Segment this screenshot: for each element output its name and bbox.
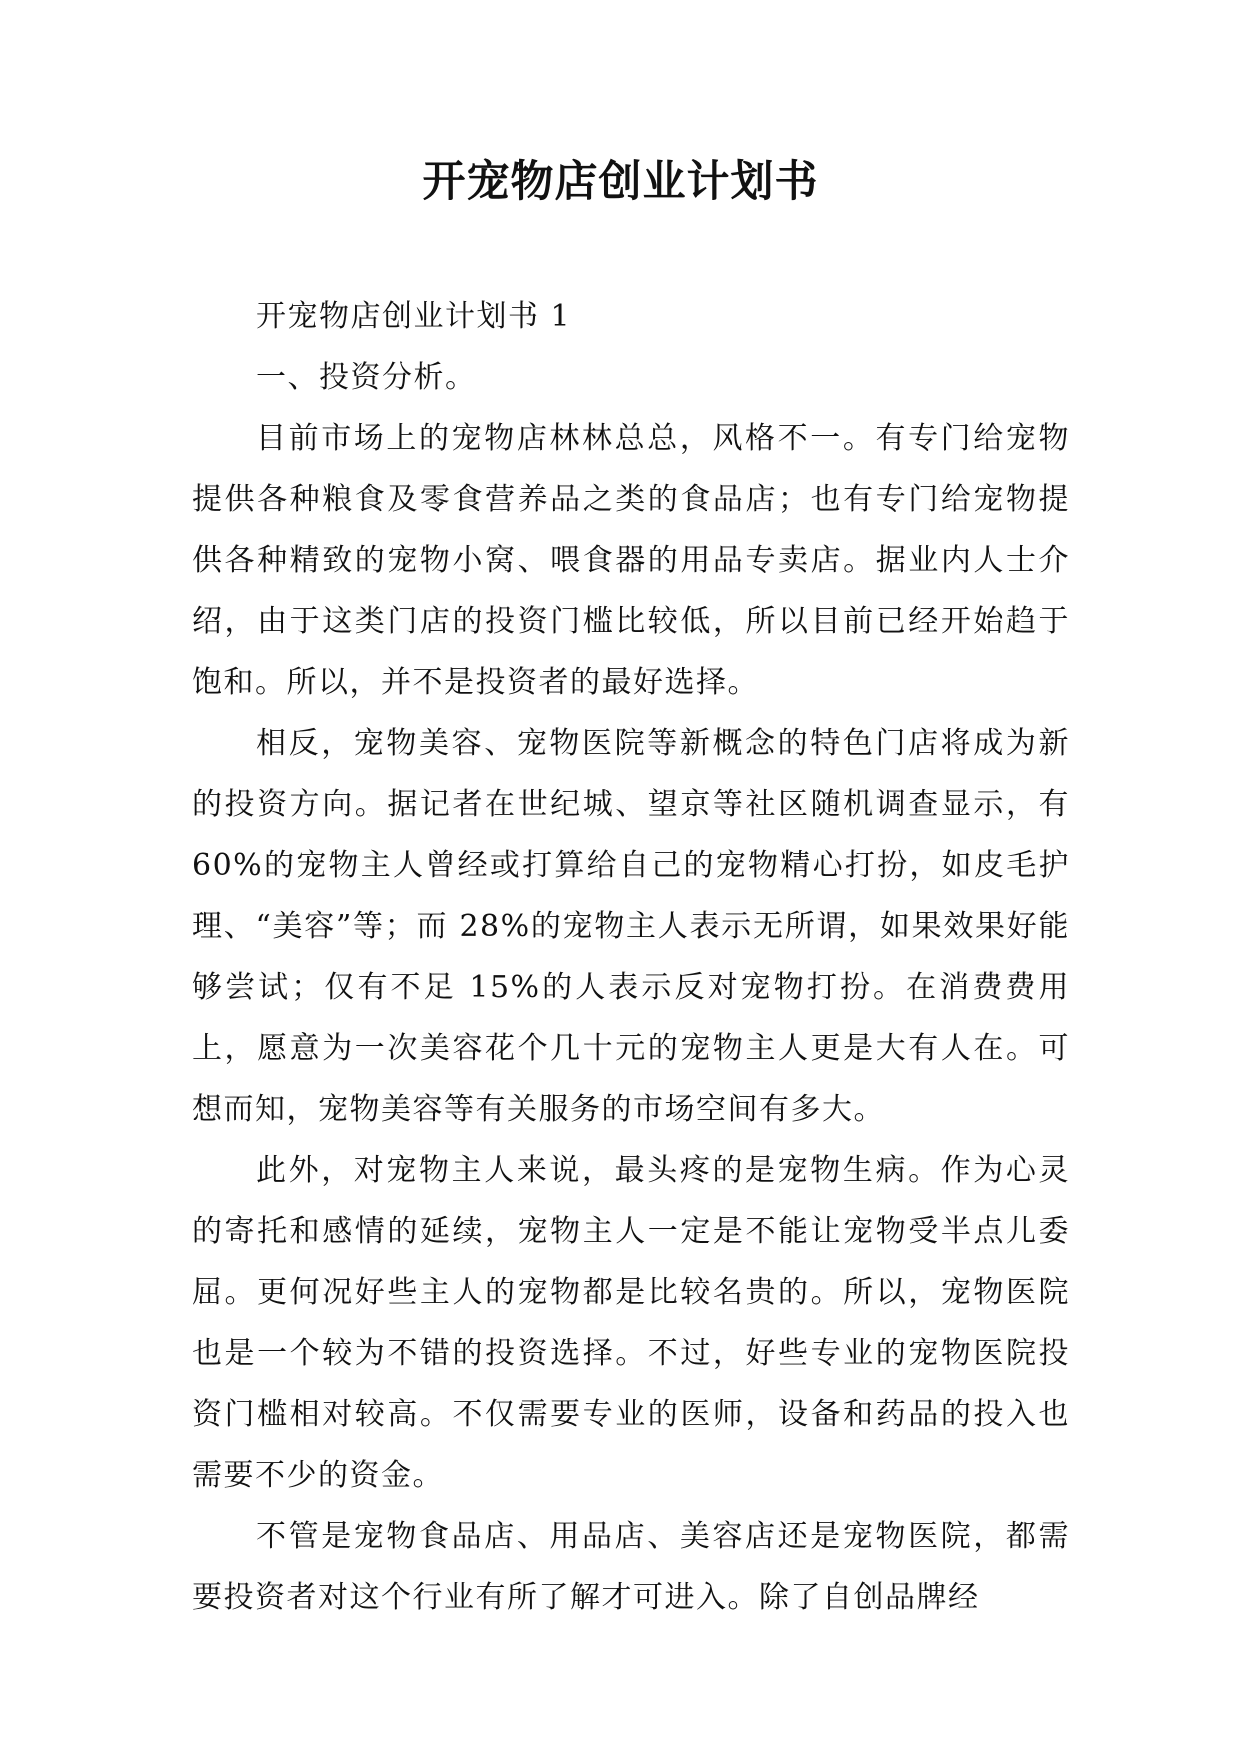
document-title: 开宠物店创业计划书 — [422, 157, 819, 207]
paragraph-3: 此外，对宠物主人来说，最头疼的是宠物生病。作为心灵的寄托和感情的延续，宠物主人一定是不能让宠物受半点儿委屈。更何况好些主人的宠物都是比较名贵的。所以，宠物医院也是一个较为不错的投资选择。不过，好些专业的宠物医院投资门槛相对较高。不仅需要专业的医师，设备和药品的投入也需要不少的资金。 — [192, 1153, 1070, 1493]
document-body — [192, 286, 1070, 1628]
paragraph-1: 目前市场上的宠物店林林总总，风格不一。有专门给宠物提供各种粮食及零食营养品之类的食品店；也有专门给宠物提供各种精致的宠物小窝、喂食器的用品专卖店。据业内人士介绍，由于这类门店的投资门槛比较低，所以目前已经开始趋于饱和。所以，并不是投资者的最好选择。 — [192, 421, 1070, 700]
document-subtitle: 开宠物店创业计划书 1 — [256, 299, 572, 334]
paragraph-2: 相反，宠物美容、宠物医院等新概念的特色门店将成为新的投资方向。据记者在世纪城、望京等社区随机调查显示，有 60%的宠物主人曾经或打算给自己的宠物精心打扮，如皮毛护理、“美容”等；而 28%的宠物主人表示无所谓，如果效果好能够尝试；仅有不足 15%的人表示反对宠物打扮。在消费费用上，愿意为一次美容花个几十元的宠物主人更是大有人在。可想而知，宠物美容等有关服务的市场空间有多大。 — [192, 726, 1070, 1127]
paragraph-4: 不管是宠物食品店、用品店、美容店还是宠物医院，都需要投资者对这个行业有所了解才可进入。除了自创品牌经 — [192, 1519, 1070, 1615]
section-heading: 一、投资分析。 — [256, 360, 477, 395]
